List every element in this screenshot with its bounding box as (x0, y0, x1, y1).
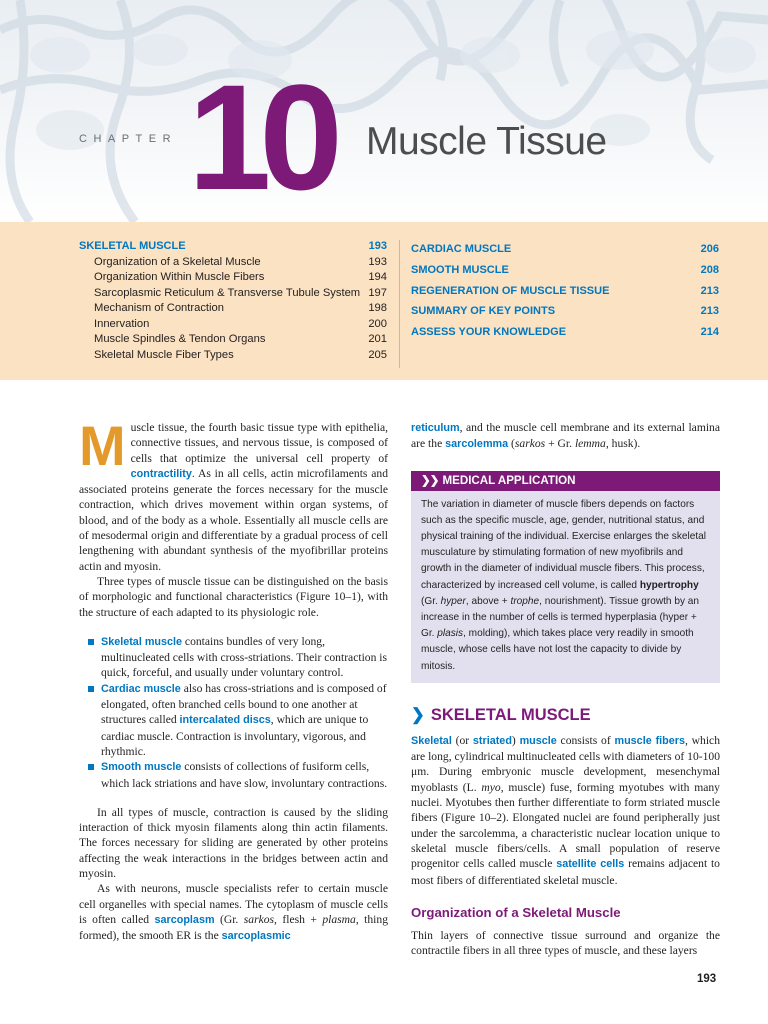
toc-entry-page: 194 (368, 271, 387, 283)
medical-application-header (411, 471, 720, 491)
text-run: , husk). (605, 437, 641, 451)
toc-entry[interactable] (79, 317, 387, 333)
italic-term: sarkos (514, 437, 546, 451)
italic-term: sarkos (243, 912, 275, 926)
bold-term: hypertrophy (639, 579, 699, 591)
medical-application-title: MEDICAL APPLICATION (442, 473, 576, 487)
text-run: , which are unique to cardiac muscle. Contraction is involuntary, vigorous, and rhythmic. (101, 713, 369, 758)
key-term: Skeletal (411, 734, 452, 747)
toc-entry-page: 205 (368, 348, 387, 361)
text-run: , and the muscle cell membrane and its external lamina are the (411, 421, 720, 451)
paragraph: Thin layers of connective tissue surround and organize the contractile fibers in all three types of muscle, and these layers (411, 928, 720, 958)
key-term: sarcoplasm (154, 913, 215, 926)
chapter-label: CHAPTER (79, 133, 178, 145)
toc-entry[interactable] (79, 348, 387, 364)
text-run: ) (511, 733, 520, 747)
toc-entry[interactable] (411, 239, 719, 260)
toc-entry-label: Skeletal Muscle Fiber Types (94, 348, 234, 361)
text-run: , which are long, cylindrical multinucleated cells with diameters of 10-100 μm. During embryonic muscle development, mesenchymal myoblasts (L. (411, 733, 720, 794)
key-term: Cardiac muscle (101, 682, 181, 695)
medical-application-box (411, 471, 720, 683)
toc-entry-label: Muscle Spindles & Tendon Organs (94, 333, 266, 345)
bullet-square-icon (88, 764, 94, 770)
toc-entry[interactable] (79, 286, 387, 302)
toc-entry-page: 214 (700, 326, 719, 339)
text-run: , above + (465, 595, 511, 607)
toc-entry-label: Sarcoplasmic Reticulum & Transverse Tubule System (94, 286, 361, 299)
text-run: (Gr. (214, 912, 244, 926)
toc-entry-label: SKELETAL MUSCLE (79, 240, 186, 252)
text-run: contains bundles of very long, multinucleated cells with cross-striations. Their contraction is quick, forceful, and usually under voluntary control. (101, 634, 388, 680)
toc-entry-page: 206 (700, 243, 719, 255)
toc-entry[interactable] (79, 255, 387, 271)
medical-application-text (411, 491, 720, 683)
text-run: uscle tissue, the fourth basic tissue type with epithelia, connective tissues, and nervous tissue, is composed of cells that optimize the universal cell property of (130, 421, 388, 465)
list-item (79, 634, 388, 681)
italic-term: myo (481, 780, 501, 794)
toc-entry-label: Organization of a Skeletal Muscle (94, 255, 261, 268)
key-term: satellite cells (556, 858, 625, 871)
chapter-number: 10 (188, 53, 331, 221)
toc-entry-label: SMOOTH MUSCLE (411, 263, 509, 276)
bullet-square-icon (88, 686, 94, 692)
text-run: The variation in diameter of muscle fibers depends on factors such as the specific muscle, age, gender, nutritional status, and physical training of the individual. Exercise enlarges the skeletal musculature by stimulating formation of new myofibrils and growth in the diameter of individual muscle fibers. This process, characterized by increased cell volume, is called (421, 498, 707, 591)
text-run: (or (451, 733, 473, 747)
paragraph-continued (411, 420, 720, 453)
paragraph (79, 881, 388, 944)
toc-entry-page: 213 (700, 284, 719, 297)
text-run: As with neurons, muscle specialists refer to certain muscle cell organelles with special names. The cytoplasm of muscle cells is often called (79, 882, 388, 926)
toc-entry-label: Innervation (94, 317, 150, 330)
page-number: 193 (697, 973, 717, 985)
list-item (79, 681, 388, 759)
section-heading-text: SKELETAL MUSCLE (430, 705, 591, 724)
toc-entry-page: 208 (700, 263, 719, 276)
toc-entry[interactable] (79, 301, 387, 317)
toc-entry-page: 193 (368, 255, 387, 268)
toc-entry[interactable] (411, 281, 719, 302)
toc-divider (399, 240, 400, 368)
text-run: (Gr. (421, 595, 441, 607)
toc-entry[interactable] (411, 322, 719, 343)
italic-term: lemma (574, 437, 606, 451)
toc-left-column (79, 239, 387, 363)
drop-cap: M (79, 414, 126, 477)
bullet-square-icon (88, 639, 94, 645)
text-run: + Gr. (545, 437, 575, 451)
text-run: , molding), which takes place very readily in smooth muscle, whose cells have not lost the capacity to divide by mitosis. (421, 628, 694, 672)
text-run: . As in all cells, actin microfilaments and associated proteins generate the forces necessary for the muscle contraction, which drives movement within organ systems, of blood, and of the body as a whole. Essentially all muscle cells are of mesodermal origin and differentiate by a gradual process of cell lengthening with abundant synthesis of the myofibrillar proteins actin and myosin. (79, 466, 388, 573)
toc-entry-label: Mechanism of Contraction (94, 302, 224, 314)
key-term: sarcolemma (445, 438, 509, 451)
toc-entry-page: 198 (368, 302, 387, 314)
text-run: also has cross-striations and is composed of elongated, often branched cells bound to one another at structures called (101, 681, 387, 727)
text-run: consists of (556, 733, 615, 747)
text-run: , muscle) fuse, forming myotubes with many nuclei. Myotubes then further differentiate to form striated muscle fibers (Figure 10–2). Elongated nuclei are found peripherally just under the sarcolemma, a characteristic nuclear location unique to skeletal muscle fibers/cells. A small population of reserve progenitor cells called muscle (411, 780, 720, 871)
section-heading (411, 705, 720, 725)
toc-entry-label: ASSESS YOUR KNOWLEDGE (411, 326, 567, 339)
text-run: , flesh + (274, 912, 323, 926)
key-term: contractility (130, 467, 192, 480)
italic-term: plasma (322, 912, 356, 926)
key-term: sarcoplasmic (221, 930, 291, 943)
text-run: , nourishment). Tissue growth by an increase in the number of cells is termed hyperplasia (hyper + Gr. (421, 595, 700, 640)
toc-entry[interactable] (79, 332, 387, 348)
list-item (79, 759, 388, 791)
paragraph (411, 733, 720, 888)
right-text-column (411, 420, 720, 958)
chevron-right-icon: ❯ (411, 705, 425, 724)
muscle-types-list (79, 634, 388, 791)
toc-entry-label: CARDIAC MUSCLE (411, 243, 512, 255)
toc-entry-page: 213 (700, 305, 719, 318)
toc-entry-page: 197 (368, 286, 387, 299)
key-term: reticulum (411, 422, 460, 434)
text-run: remains adjacent to most fibers of differentiated skeletal muscle. (411, 857, 720, 887)
text-run: , thing formed), the smooth ER is the (79, 912, 388, 943)
paragraph: In all types of muscle, contraction is caused by the sliding interaction of thick myosin filaments along thin actin filaments. The forces necessary for sliding are generated by other proteins affecting the weak interactions in the bridges between actin and myosin. (79, 805, 388, 881)
toc-entry-label: SUMMARY OF KEY POINTS (411, 305, 556, 318)
italic-term: plasis (437, 628, 464, 640)
key-term: Skeletal muscle (101, 635, 183, 648)
text-run: consists of collections of fusiform cells, which lack striations and have slow, involuntary contractions. (101, 760, 388, 790)
key-term: striated (472, 734, 512, 747)
chapter-contents (0, 222, 768, 380)
toc-entry[interactable] (79, 239, 387, 255)
toc-entry-page: 200 (368, 317, 387, 330)
italic-term: trophe (510, 595, 540, 607)
double-chevron-icon: ❯❯ (421, 473, 439, 487)
toc-right-column (411, 239, 719, 343)
key-term: muscle (519, 734, 557, 747)
toc-entry[interactable] (411, 301, 719, 322)
key-term: intercalated discs (179, 714, 271, 727)
key-term: muscle fibers (614, 734, 685, 747)
subsection-heading: Organization of a Skeletal Muscle (411, 904, 621, 920)
paragraph: Three types of muscle tissue can be distinguished on the basis of morphologic and functional characteristics (Figure 10–1), with the structure of each adapted to its physiologic role. (79, 574, 388, 619)
left-text-column (79, 414, 388, 945)
toc-entry-label: Organization Within Muscle Fibers (94, 271, 265, 283)
toc-entry[interactable] (411, 260, 719, 281)
toc-entry-page: 201 (368, 333, 387, 345)
toc-entry-page: 193 (368, 240, 387, 252)
toc-entry-label: REGENERATION OF MUSCLE TISSUE (411, 284, 610, 297)
tissue-background-image (0, 0, 768, 222)
chapter-header (0, 0, 768, 222)
italic-term: hyper (440, 595, 466, 607)
text-run: ( (508, 437, 515, 451)
key-term: Smooth muscle (101, 761, 182, 774)
chapter-title: Muscle Tissue (366, 120, 607, 163)
toc-entry[interactable] (79, 270, 387, 286)
intro-paragraph (79, 414, 388, 574)
